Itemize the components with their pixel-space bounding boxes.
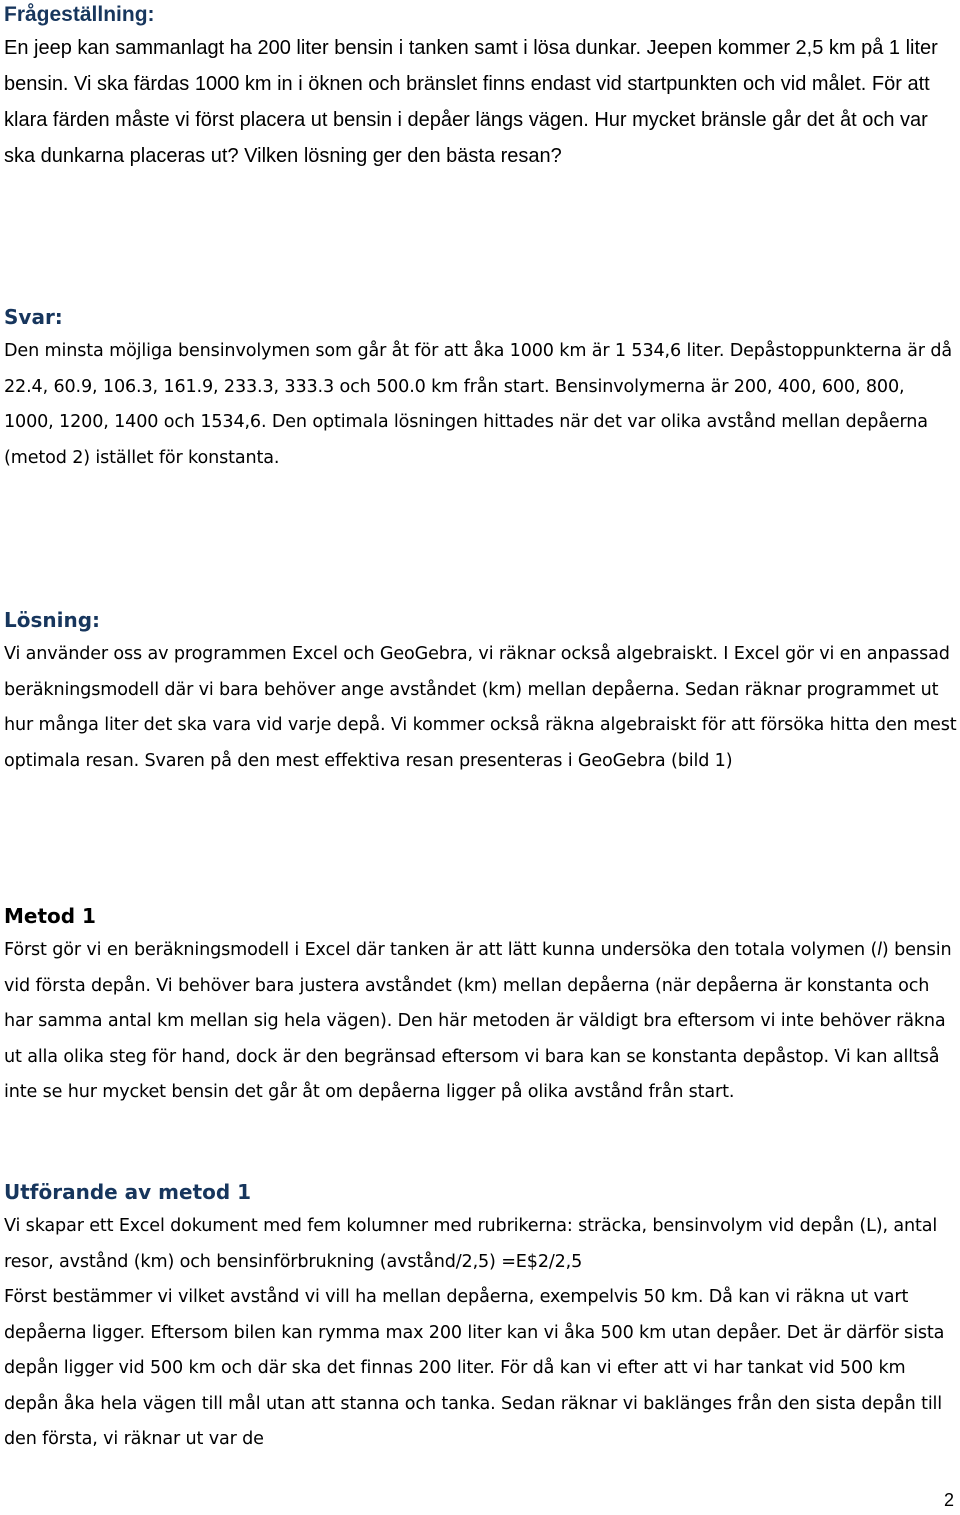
answer-heading: Svar: <box>4 305 63 329</box>
question-heading: Frågeställning: <box>4 3 155 26</box>
method1-text-before: Först gör vi en beräkningsmodell i Excel där tanken är att lätt kunna undersöka den totala volymen ( <box>4 940 878 960</box>
answer-section <box>4 302 958 476</box>
execution-heading: Utförande av metod 1 <box>4 1180 252 1204</box>
execution-text-2: Först bestämmer vi vilket avstånd vi vill ha mellan depåerna, exempelvis 50 km. Då kan vi räkna ut vart depåerna ligger. Eftersom bilen kan rymma max 200 liter kan vi åka 500 km utan depåer. Det är därför sista depån ligger vid 500 km och där ska det finnas 200 liter. För då kan vi efter att vi har tankat vid 500 km depån åka hela vägen till mål utan att stanna och tanka. Sedan räknar vi baklänges från den sista depån till den första, vi räknar ut var de <box>4 1287 945 1449</box>
question-text: En jeep kan sammanlagt ha 200 liter bensin i tanken samt i lösa dunkar. Jeepen kommer 2,5 km på 1 liter bensin. Vi ska färdas 1000 km in i öknen och bränslet finns endast vid startpunkten och vid målet. För att klara färden måste vi först placera ut bensin i depåer längs vägen. Hur mycket bränsle går det åt och var ska dunkarna placeras ut? Vilken lösning ger den bästa resan? <box>4 37 938 167</box>
page-number: 2 <box>943 1490 954 1510</box>
execution-section <box>4 1177 958 1458</box>
solution-section <box>4 605 958 779</box>
execution-text-1: Vi skapar ett Excel dokument med fem kolumner med rubrikerna: sträcka, bensinvolym vid depån (L), antal resor, avstånd (km) och bensinförbrukning (avstånd/2,5) =E$2/2,5 <box>4 1216 938 1272</box>
solution-text: Vi använder oss av programmen Excel och GeoGebra, vi räknar också algebraiskt. I Excel gör vi en anpassad beräkningsmodell där vi bara behöver ange avståndet (km) mellan depåerna. Sedan räknar programmet ut hur många liter det ska vara vid varje depå. Vi kommer också räkna algebraiskt för att försöka hitta den mest optimala resan. Svaren på den mest effektiva resan presenteras i GeoGebra (bild 1) <box>4 644 957 771</box>
method1-text-italic: l <box>877 940 882 960</box>
method1-section <box>4 901 958 1111</box>
method1-text <box>4 933 958 1111</box>
method1-heading: Metod 1 <box>4 904 96 928</box>
answer-text: Den minsta möjliga bensinvolymen som går åt för att åka 1000 km är 1 534,6 liter. Depåstoppunkterna är då 22.4, 60.9, 106.3, 161.9, 233.3, 333.3 och 500.0 km från start. Bensinvolymerna är 200, 400, 600, 800, 1000, 1200, 1400 och 1534,6. Den optimala lösningen hittades när det var olika avstånd mellan depåerna (metod 2) istället för konstanta. <box>4 341 952 468</box>
question-section <box>4 0 958 174</box>
solution-heading: Lösning: <box>4 608 101 632</box>
method1-text-after: ) bensin vid första depån. Vi behöver bara justera avståndet (km) mellan depåerna (när depåerna är konstanta och har samma antal km mellan sig hela vägen). Den här metoden är väldigt bra eftersom vi inte behöver räkna ut alla olika steg för hand, dock är den begränsad eftersom vi bara kan se konstanta depåstop. Vi kan alltså inte se hur mycket bensin det går åt om depåerna ligger på olika avstånd från start. <box>4 940 952 1102</box>
